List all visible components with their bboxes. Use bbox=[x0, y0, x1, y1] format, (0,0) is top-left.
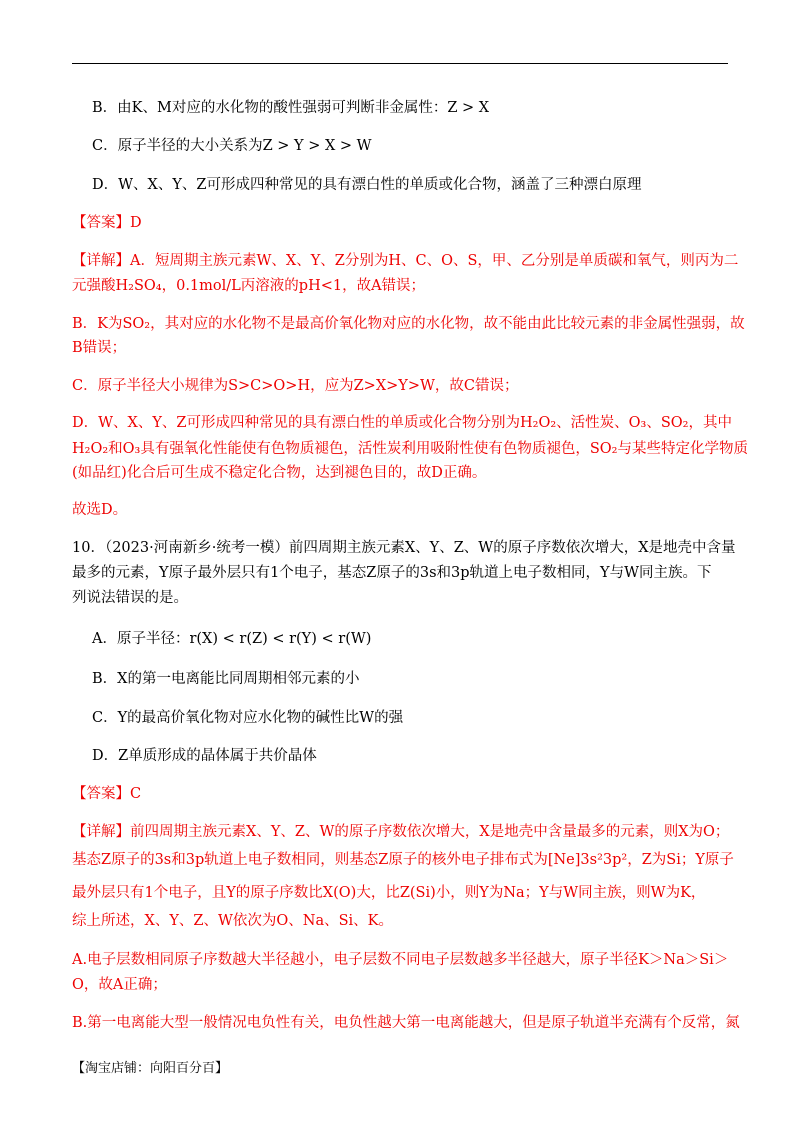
option-c-q9: C．原子半径的大小关系为Z > Y > X > W bbox=[92, 138, 372, 154]
explanation-q9-line1: 【详解】A．短周期主族元素W、X、Y、Z分别为H、C、O、S，甲、乙分别是单质碳和氧气，则丙为二 bbox=[72, 253, 739, 269]
option-d-q9: D．W、X、Y、Z可形成四种常见的具有漂白性的单质或化合物，涵盖了三种漂白原理 bbox=[92, 177, 642, 193]
option-a-q10: A．原子半径：r(X) < r(Z) < r(Y) < r(W) bbox=[92, 631, 372, 647]
explanation-q10-line3: 最外层只有1个电子，且Y的原子序数比X(O)大，比Z(Si)小，则Y为Na；Y与W同主族，则W为K， bbox=[72, 885, 706, 901]
question-10-line1: 10．（2023·河南新乡·统考一模）前四周期主族元素X、Y、Z、W的原子序数依次增大，X是地壳中含量 bbox=[72, 540, 736, 556]
option-c-q10: C．Y的最高价氧化物对应水化物的碱性比W的强 bbox=[92, 710, 404, 726]
conclusion-q9: 故选D。 bbox=[72, 502, 128, 518]
footer-shop-label: 【淘宝店铺：向阳百分百】 bbox=[72, 1061, 229, 1076]
explanation-q9-line6: D．W、X、Y、Z可形成四种常见的具有漂白性的单质或化合物分别为H₂O₂、活性炭、O₃、SO₂，其中 bbox=[72, 415, 732, 431]
answer-q9: 【答案】D bbox=[72, 215, 142, 231]
option-b-q9: B．由K、M对应的水化物的酸性强弱可判断非金属性：Z > X bbox=[92, 100, 490, 116]
header-rule bbox=[72, 63, 728, 64]
explanation-q10-line2: 基态Z原子的3s和3p轨道上电子数相同，则基态Z原子的核外电子排布式为[Ne]3s²3p²，Z为Si；Y原子 bbox=[72, 852, 734, 868]
option-d-q10: D．Z单质形成的晶体属于共价晶体 bbox=[92, 748, 317, 764]
explanation-q9-line7: H₂O₂和O₃具有强氧化性能使有色物质褪色，活性炭利用吸附性使有色物质褪色，SO₂与某些特定化学物质 bbox=[72, 441, 748, 457]
explanation-q10-line4: 综上所述，X、Y、Z、W依次为O、Na、Si、K。 bbox=[72, 913, 393, 929]
explanation-q10-line6: O，故A正确； bbox=[72, 977, 167, 993]
explanation-q10-line5: A.电子层数相同原子序数越大半径越小，电子层数不同电子层数越多半径越大，原子半径K＞Na＞Si＞ bbox=[72, 952, 729, 968]
answer-q10: 【答案】C bbox=[72, 786, 142, 802]
option-b-q10: B．X的第一电离能比同周期相邻元素的小 bbox=[92, 671, 360, 687]
explanation-q9-line4: B错误； bbox=[72, 340, 127, 356]
question-10-line3: 列说法错误的是。 bbox=[72, 590, 188, 606]
explanation-q10-line1: 【详解】前四周期主族元素X、Y、Z、W的原子序数依次增大，X是地壳中含量最多的元素，则X为O； bbox=[72, 824, 730, 840]
explanation-q9-line2: 元强酸H₂SO₄，0.1mol/L丙溶液的pH<1，故A错误； bbox=[72, 278, 426, 294]
explanation-q9-line8: (如品红)化合后可生成不稳定化合物，达到褪色目的，故D正确。 bbox=[72, 465, 487, 481]
explanation-q9-line3: B．K为SO₂，其对应的水化物不是最高价氧化物对应的水化物，故不能由此比较元素的非金属性强弱，故 bbox=[72, 316, 745, 332]
explanation-q9-line5: C．原子半径大小规律为S>C>O>H，应为Z>X>Y>W，故C错误； bbox=[72, 378, 519, 394]
question-10-line2: 最多的元素，Y原子最外层只有1个电子，基态Z原子的3s和3p轨道上电子数相同，Y与W同主族。下 bbox=[72, 565, 712, 581]
explanation-q10-line7: B.第一电离能大型一般情况电负性有关，电负性越大第一电离能越大，但是原子轨道半充满有个反常，氮 bbox=[72, 1015, 740, 1031]
